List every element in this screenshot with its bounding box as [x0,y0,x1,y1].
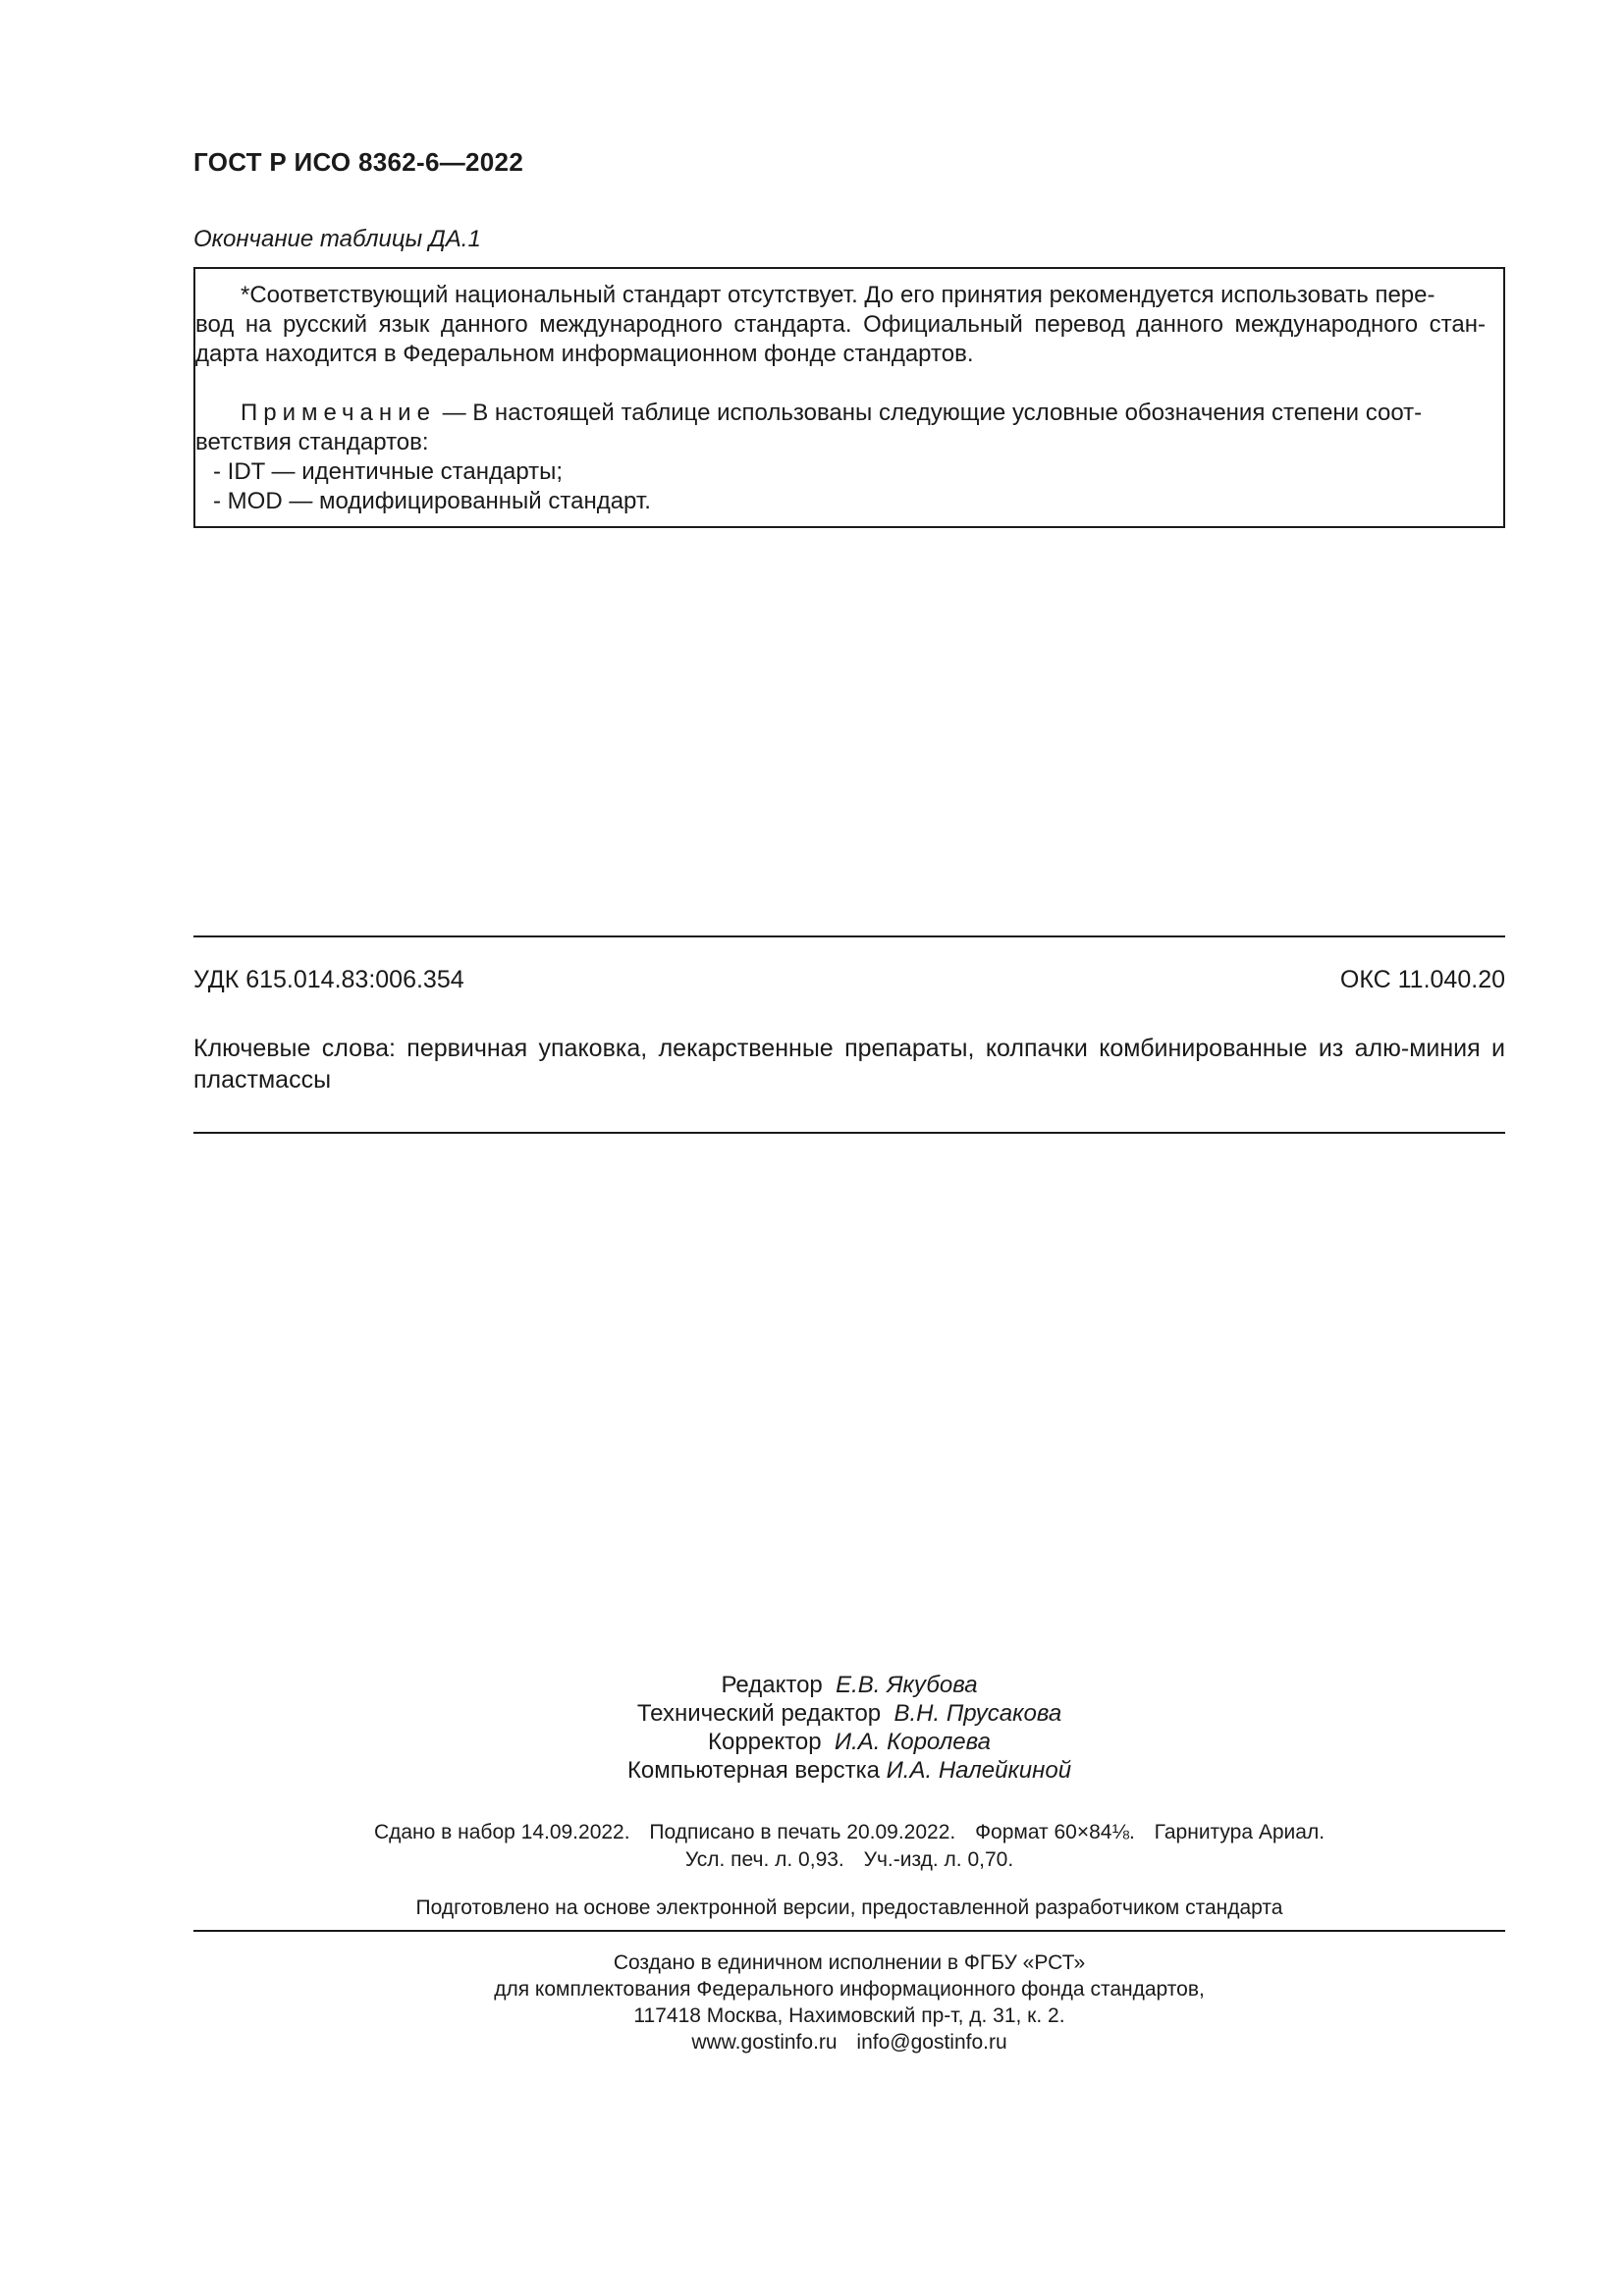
footnote-line-1: *Соответствующий национальный стандарт отсутствует. До его принятия рекомендуется использовать пере- [241,282,1435,308]
credit-role: Корректор [708,1729,822,1755]
table-caption: Окончание таблицы ДА.1 [193,226,481,252]
publisher-address: 117418 Москва, Нахимовский пр-т, д. 31, к. 2. [633,2004,1065,2027]
note-label: Примечание [241,400,436,426]
credit-row [0,1699,1624,1728]
list-item: - MOD — модифицированный стандарт. [213,488,651,514]
list-item: - IDT — идентичные стандарты; [213,458,564,485]
email-link[interactable]: info@gostinfo.ru [856,2031,1007,2054]
table-notes-box [193,267,1505,528]
credit-name: Е.В. Якубова [836,1672,978,1698]
imprint-line-1 [0,1819,1624,1846]
document-header-title: ГОСТ Р ИСО 8362-6—2022 [193,147,524,177]
publisher-contacts [0,2029,1624,2056]
note-paragraph [241,399,1486,428]
note-text: — В настоящей таблице использованы следующие условные обозначения степени соот- [435,400,1423,426]
note-continuation: ветствия стандартов: [195,429,429,455]
imprint-format: Формат 60×84⅛. [975,1821,1135,1843]
imprint-line-2 [0,1846,1624,1874]
imprint-block [0,1819,1624,1874]
imprint-sent: Сдано в набор 14.09.2022. [373,1821,630,1843]
credit-name: И.А. Королева [834,1729,991,1755]
credit-role: Редактор [721,1672,823,1698]
credit-name: И.А. Налейкиной [886,1757,1072,1784]
imprint-pub-sheets: Уч.-изд. л. 0,70. [863,1848,1014,1871]
imprint-font: Гарнитура Ариал. [1154,1821,1326,1843]
udk-code: УДК 615.014.83:006.354 [193,966,464,993]
divider-footer [193,1930,1505,1932]
footnote-continuation: вод на русский язык данного международного стандарта. Официальный перевод данного международного стан-дарта находится в Федеральном информационном фонде стандартов. [195,311,1486,367]
keywords: Ключевые слова: первичная упаковка, лекарственные препараты, колпачки комбинированные из алю-миния и пластмассы [193,1035,1505,1094]
website-link[interactable]: www.gostinfo.ru [691,2031,838,2054]
oks-code: ОКС 11.040.20 [1339,966,1505,993]
credit-role: Компьютерная верстка [626,1757,880,1784]
credit-row [0,1728,1624,1756]
publisher-line: Создано в единичном исполнении в ФГБУ «РСТ» [613,1951,1086,1974]
credit-name: В.Н. Прусакова [893,1700,1062,1727]
imprint-print-sheets: Усл. печ. л. 0,93. [684,1848,844,1871]
credits-block [0,1671,1624,1785]
imprint-signed: Подписано в печать 20.09.2022. [649,1821,956,1843]
divider-bottom [193,1132,1505,1134]
publisher-line: для комплектования Федерального информационного фонда стандартов, [494,1978,1205,2001]
credit-role: Технический редактор [636,1700,882,1727]
prepared-note: Подготовлено на основе электронной версии, предоставленной разработчиком стандарта [415,1896,1283,1919]
publisher-block [0,1949,1624,2056]
credit-row [0,1756,1624,1785]
divider-top [193,935,1505,937]
credit-row [0,1671,1624,1699]
